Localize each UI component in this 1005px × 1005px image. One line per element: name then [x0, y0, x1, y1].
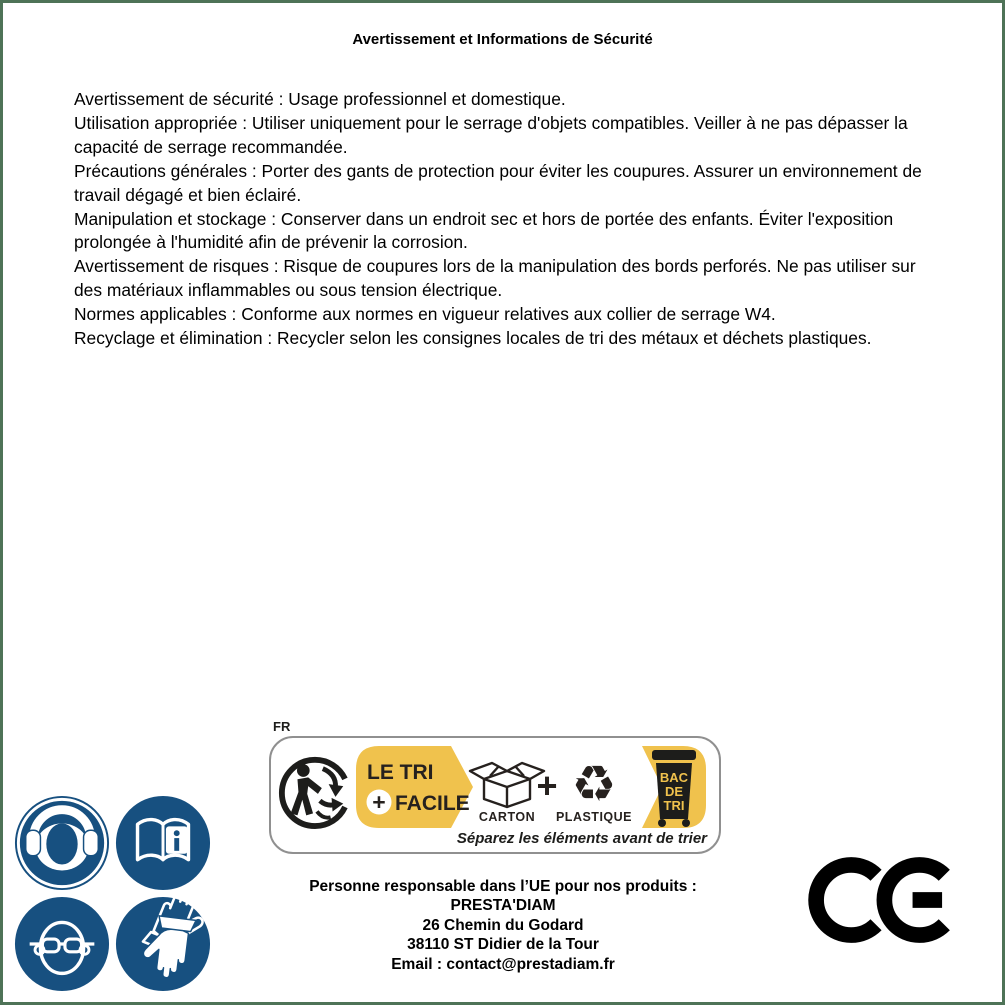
- safety-paragraph: Manipulation et stockage : Conserver dans un endroit sec et hors de portée des enfants. Éviter l'exposition prolongée à l'humidité afin de prévenir la corrosion.: [74, 208, 894, 253]
- responsible-party-block: [258, 877, 748, 974]
- headline-bottom-text: FACILE: [395, 792, 470, 815]
- safety-paragraph: Avertissement de risques : Risque de coupures lors de la manipulation des bords perforés. Ne pas utiliser sur des matériaux inflammables ou sous tension électrique.: [74, 256, 916, 301]
- bin-label-line2: DE: [664, 784, 684, 799]
- page-title: Avertissement et Informations de Sécurité: [352, 31, 653, 48]
- responsible-party-heading: Personne responsable dans l’UE pour nos produits :: [309, 878, 697, 895]
- address-city: 38110 ST Didier de la Tour: [407, 936, 599, 954]
- headline-top-text: LE TRI: [367, 761, 434, 784]
- headline-plus-text: +: [372, 789, 386, 815]
- safety-paragraph: Recyclage et élimination : Recycler selon les consignes locales de tri des métaux et déchets plastiques.: [74, 328, 872, 349]
- headline-blob: [356, 746, 473, 828]
- read-instruction-manual-icon: [114, 794, 212, 892]
- safety-paragraph: Utilisation appropriée : Utiliser uniquement pour le serrage d'objets compatibles. Veiller à ne pas dépasser la capacité de serrage recommandée.: [74, 112, 908, 157]
- mandatory-safety-icons: [13, 794, 212, 993]
- safety-paragraph: Avertissement de sécurité : Usage professionnel et domestique.: [74, 89, 566, 109]
- wear-ear-protection-icon: [13, 794, 111, 892]
- info-tri-band: [353, 745, 709, 829]
- company-name: PRESTA'DIAM: [450, 897, 556, 915]
- recycling-sorting-label: [269, 719, 721, 854]
- address-street: 26 Chemin du Godard: [422, 916, 584, 934]
- contact-email: Email : contact@prestadiam.fr: [391, 955, 615, 973]
- plastic-recycling-icon: ♻: [571, 755, 617, 813]
- wear-eye-protection-icon: [13, 895, 111, 993]
- cardboard-box-icon: [470, 763, 544, 807]
- country-code-label: FR: [273, 719, 291, 734]
- materials-plus-text: +: [536, 765, 558, 806]
- safety-paragraph: Précautions générales : Porter des gants de protection pour éviter les coupures. Assurer un environnement de travail dégagé et bien éclairé.: [74, 160, 922, 205]
- safety-paragraph: Normes applicables : Conforme aux normes en vigueur relatives aux collier de serrage W4.: [74, 304, 776, 325]
- material-plastique-label: PLASTIQUE: [555, 810, 633, 824]
- sorting-footer-note: Séparez les éléments avant de trier: [456, 830, 707, 847]
- material-carton-label: CARTON: [478, 810, 536, 824]
- bin-label-line1: BAC: [659, 770, 689, 785]
- info-tri-box: [269, 736, 721, 854]
- triman-icon: [277, 746, 353, 836]
- bin-label-line3: TRI: [663, 798, 685, 813]
- safety-text-block: [74, 88, 922, 351]
- wear-protective-gloves-icon: [114, 895, 212, 993]
- ce-mark-icon: [800, 851, 955, 949]
